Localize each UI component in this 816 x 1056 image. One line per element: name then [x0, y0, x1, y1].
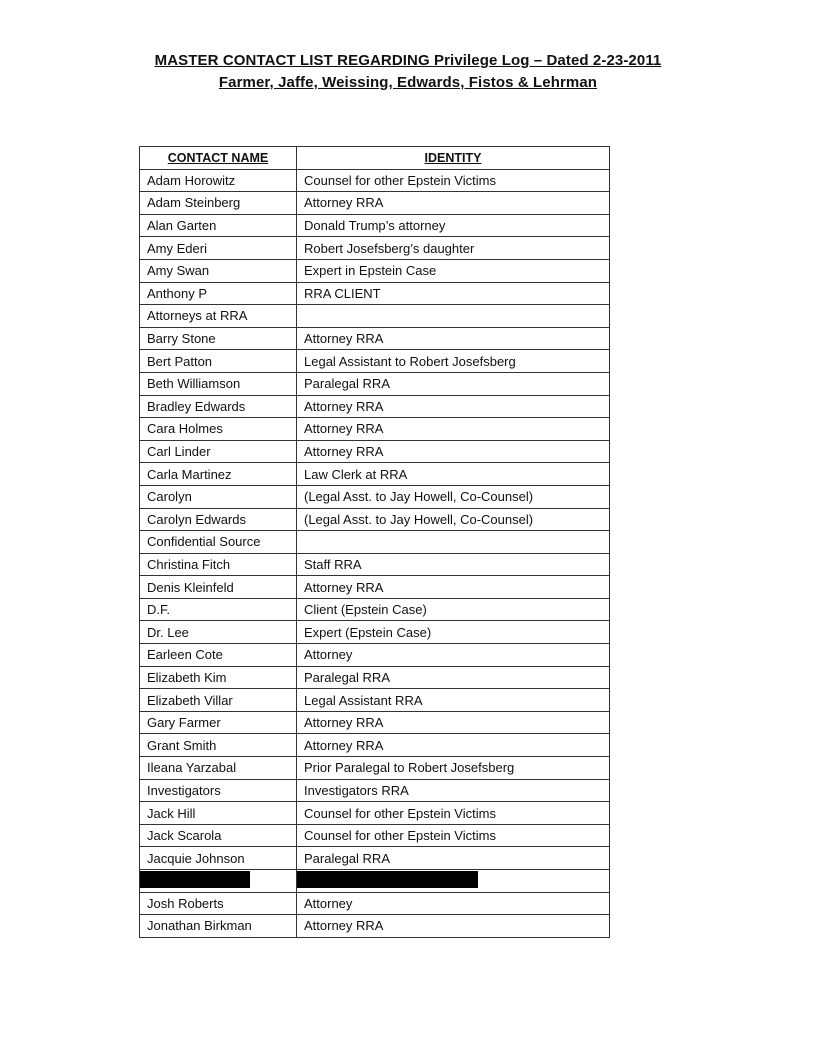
- identity-cell: RRA CLIENT: [297, 282, 610, 305]
- contact-table: [139, 146, 610, 938]
- contact-name-cell: Ileana Yarzabal: [140, 757, 297, 780]
- table-row: [140, 259, 610, 282]
- table-row: [140, 485, 610, 508]
- contact-name-cell: Elizabeth Kim: [140, 666, 297, 689]
- contact-name-cell: Josh Roberts: [140, 892, 297, 915]
- contact-name-cell: Investigators: [140, 779, 297, 802]
- identity-cell: Attorney RRA: [297, 711, 610, 734]
- identity-cell: Attorney RRA: [297, 576, 610, 599]
- table-header-row: [140, 147, 610, 170]
- identity-cell: (Legal Asst. to Jay Howell, Co-Counsel): [297, 508, 610, 531]
- identity-cell: Attorney RRA: [297, 915, 610, 938]
- table-row: [140, 395, 610, 418]
- contact-name-cell: Cara Holmes: [140, 418, 297, 441]
- contact-table-body: [140, 169, 610, 937]
- table-row: [140, 802, 610, 825]
- identity-cell: Investigators RRA: [297, 779, 610, 802]
- table-row: [140, 508, 610, 531]
- table-row: [140, 689, 610, 712]
- identity-cell: Attorney RRA: [297, 734, 610, 757]
- table-row: [140, 192, 610, 215]
- identity-cell: Staff RRA: [297, 553, 610, 576]
- table-row: [140, 372, 610, 395]
- identity-cell: Paralegal RRA: [297, 372, 610, 395]
- contact-name-cell: Adam Horowitz: [140, 169, 297, 192]
- identity-cell: Expert in Epstein Case: [297, 259, 610, 282]
- table-row: [140, 847, 610, 870]
- identity-cell: Paralegal RRA: [297, 666, 610, 689]
- identity-cell: [297, 870, 610, 893]
- identity-cell: Robert Josefsberg’s daughter: [297, 237, 610, 260]
- contact-name-cell: Carolyn Edwards: [140, 508, 297, 531]
- identity-cell: (Legal Asst. to Jay Howell, Co-Counsel): [297, 485, 610, 508]
- table-row: [140, 779, 610, 802]
- contact-name-cell: Dr. Lee: [140, 621, 297, 644]
- contact-name-cell: Carla Martinez: [140, 463, 297, 486]
- table-row: [140, 327, 610, 350]
- redaction-bar: [140, 871, 251, 888]
- identity-cell: Client (Epstein Case): [297, 598, 610, 621]
- identity-cell: Attorney RRA: [297, 440, 610, 463]
- redaction-bar: [297, 871, 479, 888]
- identity-cell: Expert (Epstein Case): [297, 621, 610, 644]
- table-row: [140, 824, 610, 847]
- contact-name-cell: Earleen Cote: [140, 644, 297, 667]
- contact-name-cell: Adam Steinberg: [140, 192, 297, 215]
- identity-cell: Law Clerk at RRA: [297, 463, 610, 486]
- table-row: [140, 553, 610, 576]
- identity-cell: [297, 531, 610, 554]
- table-row: [140, 418, 610, 441]
- identity-cell: [297, 305, 610, 328]
- table-row: [140, 576, 610, 599]
- table-row: [140, 237, 610, 260]
- contact-name-cell: Confidential Source: [140, 531, 297, 554]
- table-row: [140, 757, 610, 780]
- table-row: [140, 915, 610, 938]
- redacted-row: [140, 870, 610, 893]
- document-subtitle: Farmer, Jaffe, Weissing, Edwards, Fistos & Lehrman: [218, 74, 598, 91]
- identity-cell: Attorney RRA: [297, 192, 610, 215]
- contact-name-cell: Amy Swan: [140, 259, 297, 282]
- identity-cell: Counsel for other Epstein Victims: [297, 169, 610, 192]
- table-row: [140, 350, 610, 373]
- table-row: [140, 644, 610, 667]
- contact-name-cell: Carl Linder: [140, 440, 297, 463]
- identity-cell: Attorney RRA: [297, 395, 610, 418]
- contact-name-cell: Bradley Edwards: [140, 395, 297, 418]
- table-row: [140, 666, 610, 689]
- contact-name-cell: Alan Garten: [140, 214, 297, 237]
- table-row: [140, 598, 610, 621]
- identity-cell: Legal Assistant to Robert Josefsberg: [297, 350, 610, 373]
- contact-name-cell: Grant Smith: [140, 734, 297, 757]
- contact-name-cell: Christina Fitch: [140, 553, 297, 576]
- column-header-identity: IDENTITY: [297, 147, 610, 170]
- contact-name-cell: Jonathan Birkman: [140, 915, 297, 938]
- identity-cell: Counsel for other Epstein Victims: [297, 824, 610, 847]
- contact-name-cell: Anthony P: [140, 282, 297, 305]
- identity-cell: Attorney: [297, 644, 610, 667]
- contact-name-cell: Barry Stone: [140, 327, 297, 350]
- table-row: [140, 621, 610, 644]
- table-row: [140, 282, 610, 305]
- identity-cell: Attorney RRA: [297, 418, 610, 441]
- table-row: [140, 305, 610, 328]
- identity-cell: Prior Paralegal to Robert Josefsberg: [297, 757, 610, 780]
- contact-name-cell: Attorneys at RRA: [140, 305, 297, 328]
- table-row: [140, 214, 610, 237]
- identity-cell: Attorney RRA: [297, 327, 610, 350]
- column-header-contact-name: CONTACT NAME: [140, 147, 297, 170]
- identity-cell: Legal Assistant RRA: [297, 689, 610, 712]
- contact-name-cell: Elizabeth Villar: [140, 689, 297, 712]
- table-row: [140, 711, 610, 734]
- document-title: MASTER CONTACT LIST REGARDING Privilege Log – Dated 2-23-2011: [154, 52, 662, 69]
- contact-name-cell: Bert Patton: [140, 350, 297, 373]
- contact-name-cell: Beth Williamson: [140, 372, 297, 395]
- contact-name-cell: D.F.: [140, 598, 297, 621]
- identity-cell: Attorney: [297, 892, 610, 915]
- contact-name-cell: Amy Ederi: [140, 237, 297, 260]
- identity-cell: Donald Trump’s attorney: [297, 214, 610, 237]
- table-row: [140, 169, 610, 192]
- table-row: [140, 440, 610, 463]
- contact-name-cell: Jack Scarola: [140, 824, 297, 847]
- contact-name-cell: [140, 870, 297, 893]
- contact-name-cell: Jacquie Johnson: [140, 847, 297, 870]
- contact-name-cell: Jack Hill: [140, 802, 297, 825]
- identity-cell: Counsel for other Epstein Victims: [297, 802, 610, 825]
- identity-cell: Paralegal RRA: [297, 847, 610, 870]
- table-row: [140, 734, 610, 757]
- contact-name-cell: Gary Farmer: [140, 711, 297, 734]
- table-row: [140, 892, 610, 915]
- contact-name-cell: Denis Kleinfeld: [140, 576, 297, 599]
- table-row: [140, 531, 610, 554]
- table-row: [140, 463, 610, 486]
- contact-name-cell: Carolyn: [140, 485, 297, 508]
